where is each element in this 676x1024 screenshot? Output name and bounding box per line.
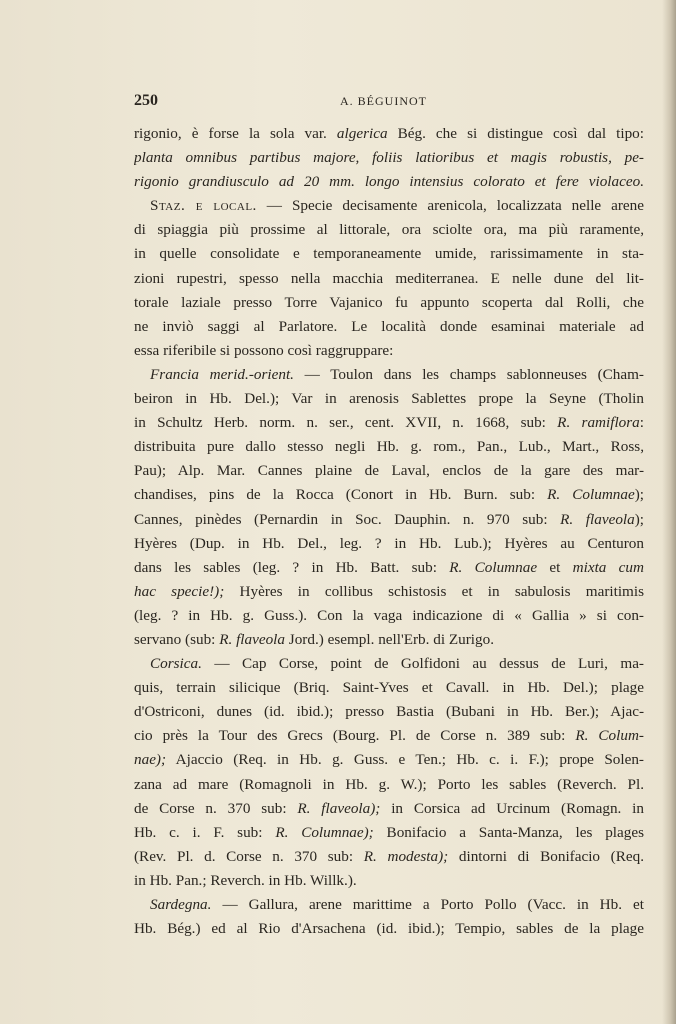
text-line [134,483,644,507]
text-line [134,218,644,242]
italic-text: R. Colum- [575,727,644,745]
text-segment: Pau); Alp. Mar. Cannes plaine de Laval, enclos de la gare des mar- [134,462,644,480]
text-segment: Staz. e local. [150,197,257,215]
text-segment: in Hb. Pan.; Reverch. in Hb. Willk.). [134,871,357,889]
text-segment: dintorni di Bonifacio (Req. [448,847,644,865]
running-title: A. BÉGUINOT [340,94,427,108]
text-line [134,821,644,845]
text-segment: — Toulon dans les champs sablonneuses (Cham- [293,365,644,383]
text-line [134,242,644,266]
text-line [134,748,644,772]
text-segment: distribuita pure dallo stesso negli Hb. g. rom., Pan., Lub., Mart., Ross, [134,438,644,456]
text-segment: Jord.) esempl. nell'Erb. di Zurigo. [285,630,494,648]
text-line [134,845,644,869]
text-line [134,917,644,941]
italic-text: algerica [336,125,388,142]
text-segment: (leg. ? in Hb. g. Guss.). Con la vaga indicazione di « Gallia » si con- [134,606,644,624]
text-segment: et [537,558,573,576]
text-segment: in quelle consolidate e temporaneamente umide, rarissimamente in sta- [134,245,644,263]
italic-text: R. modesta); [363,847,449,865]
text-line [134,628,644,652]
text-segment: essa riferibile si possono così raggruppare: [134,341,394,359]
italic-text: R. Columnae [449,558,538,576]
text-line [134,580,644,604]
text-segment: di spiaggia più prossime al littorale, ora sciolte ora, ma più raramente, [134,221,644,239]
text-segment: Ajaccio (Req. in Hb. g. Guss. e Ten.; Hb. c. i. F.); prope Solen- [166,751,644,769]
italic-text: R. Columnae); [275,823,374,841]
text-line [134,556,644,580]
text-segment: de Corse n. 370 sub: [134,799,298,817]
italic-text: Corsica. [150,655,202,673]
text-line [134,291,644,315]
text-segment: Hb. Bég.) ed al Rio d'Arsachena (id. ibid.); Tempio, sables de la plage [134,920,644,938]
text-line [134,676,644,700]
text-line [134,773,644,797]
italic-text: planta omnibus partibus majore, foliis latioribus et magis robustis, pe- [134,149,644,167]
text-line [134,363,644,387]
text-segment: Hyères in collibus schistosis et in sabulosis maritimis [224,582,644,600]
text-line [134,315,644,339]
text-line [134,652,644,676]
text-line [134,869,644,893]
italic-text: R. flaveola [219,630,285,648]
text-segment: — Gallura, arene marittime a Porto Pollo (Vacc. in Hb. et [211,896,644,913]
text-segment: Bonifacio a Santa-Manza, les plages [373,823,644,841]
page-header [134,92,644,112]
text-segment: torale laziale presso Torre Vajanico fu appunto scoperta dal Rolli, che [134,293,644,311]
text-segment: : [639,414,644,432]
text-line [134,532,644,556]
italic-text: rigonio grandiusculo ad 20 mm. longo intensius colorato et fere violaceo. [134,173,644,191]
italic-text: R. flaveola [560,510,635,528]
text-line [134,797,644,821]
text-line [134,267,644,291]
italic-text: R. flaveola); [297,799,381,817]
text-segment: cio près la Tour des Grecs (Bourg. Pl. de Corse n. 389 sub: [134,727,576,745]
text-line [134,122,644,146]
text-line [134,411,644,435]
page-edge-shadow [662,0,676,1024]
text-segment: Hb. c. i. F. sub: [134,823,276,841]
text-line [134,700,644,724]
italic-text: Francia merid.-orient. [150,365,294,383]
text-line [134,170,644,194]
text-segment: — Cap Corse, point de Golfidoni au dessus de Luri, ma- [201,655,644,673]
text-segment: Cannes, pinèdes (Pernardin in Soc. Dauphin. n. 970 sub: [134,510,561,528]
italic-text: R. Columnae [547,486,635,504]
text-line [134,893,644,917]
text-segment: dans les sables (leg. ? in Hb. Batt. sub: [134,558,450,576]
text-segment: quis, terrain silicique (Briq. Saint-Yves et Cavall. in Hb. Del.); plage [134,679,644,697]
text-line [134,459,644,483]
italic-text: nae); [134,751,167,769]
text-segment: — Specie decisamente arenicola, localizzata nelle arene [256,197,644,215]
text-segment: d'Ostriconi, dunes (id. ibid.); presso Bastia (Bubani in Hb. Ber.); Ajac- [134,703,644,721]
text-line [134,194,644,218]
text-segment: ); [634,510,644,528]
text-segment: chandises, pins de la Rocca (Conort in Hb. Burn. sub: [134,486,548,504]
text-line [134,724,644,748]
text-segment: beiron in Hb. Del.); Var in arenosis Sablettes prope la Seyne (Tholin [134,390,644,408]
text-segment: in Schultz Herb. norm. n. ser., cent. XVII, n. 1668, sub: [134,414,558,432]
italic-text: mixta cum [572,558,644,576]
text-line [134,604,644,628]
text-segment: rigonio, è forse la sola var. [134,125,337,142]
text-segment: (Rev. Pl. d. Corse n. 370 sub: [134,847,364,865]
text-line [134,387,644,411]
text-segment: Hyères (Dup. in Hb. Del., leg. ? in Hb. Lub.); Hyères au Centuron [134,534,644,552]
page-number: 250 [134,92,158,109]
text-segment: ); [634,486,644,504]
text-segment: in Corsica ad Urcinum (Romagn. in [380,799,644,817]
text-line [134,435,644,459]
italic-text: R. ramiflora [557,414,640,432]
italic-text: hac specie!); [134,582,225,600]
italic-text: Sardegna. [150,896,212,913]
text-segment: ne inviò saggi al Parlatore. Le località donde esaminai materiale ad [134,317,644,335]
text-line [134,339,644,363]
text-line [134,508,644,532]
text-segment: servano (sub: [134,630,220,648]
text-line [134,146,644,170]
text-segment: zana ad mare (Romagnoli in Hb. g. W.); Porto les sables (Reverch. Pl. [134,775,644,793]
text-segment: Bég. che si distingue così dal tipo: [387,125,644,142]
body-text [134,122,644,941]
text-segment: zioni rupestri, spesso nella macchia mediterranea. E nelle dune del lit- [134,269,644,287]
